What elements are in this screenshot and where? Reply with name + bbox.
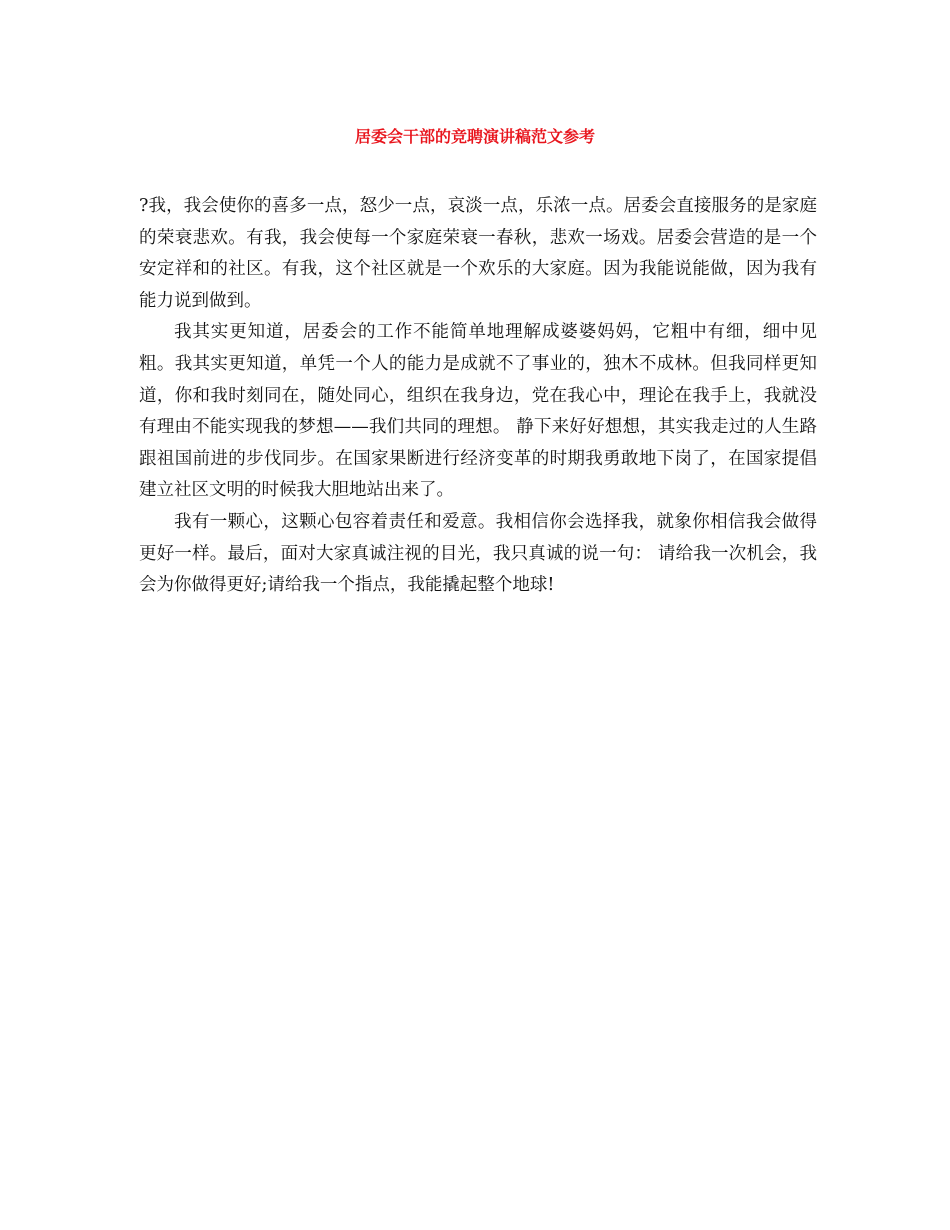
paragraph-2: 我其实更知道，居委会的工作不能简单地理解成婆婆妈妈，它粗中有细，细中见粗。我其实更知道，单凭一个人的能力是成就不了事业的，独木不成林。但我同样更知道，你和我时刻同在，随处同心，组织在我身边，党在我心中，理论在我手上，我就没有理由不能实现我的梦想——我们共同的理想。 静下来好好想想，其实我走过的人生路跟祖国前进的步伐同步。在国家果断进行经济变革的时期我勇敢地下岗了，在国家提倡建立社区文明的时候我大胆地站出来了。 [139, 322, 817, 501]
paragraph-1: ?我，我会使你的喜多一点，怒少一点，哀淡一点，乐浓一点。居委会直接服务的是家庭的荣衰悲欢。有我，我会使每一个家庭荣衰一春秋，悲欢一场戏。居委会营造的是一个安定祥和的社区。有我，这个社区就是一个欢乐的大家庭。因为我能说能做，因为我有能力说到做到。 [139, 196, 817, 311]
document-title: 居委会干部的竞聘演讲稿范文参考 [354, 127, 595, 146]
document-body [139, 191, 817, 602]
paragraph-3: 我有一颗心，这颗心包容着责任和爱意。我相信你会选择我，就象你相信我会做得更好一样。最后，面对大家真诚注视的目光，我只真诚的说一句： 请给我一次机会，我会为你做得更好;请给我一个指点，我能撬起整个地球! [139, 511, 817, 596]
